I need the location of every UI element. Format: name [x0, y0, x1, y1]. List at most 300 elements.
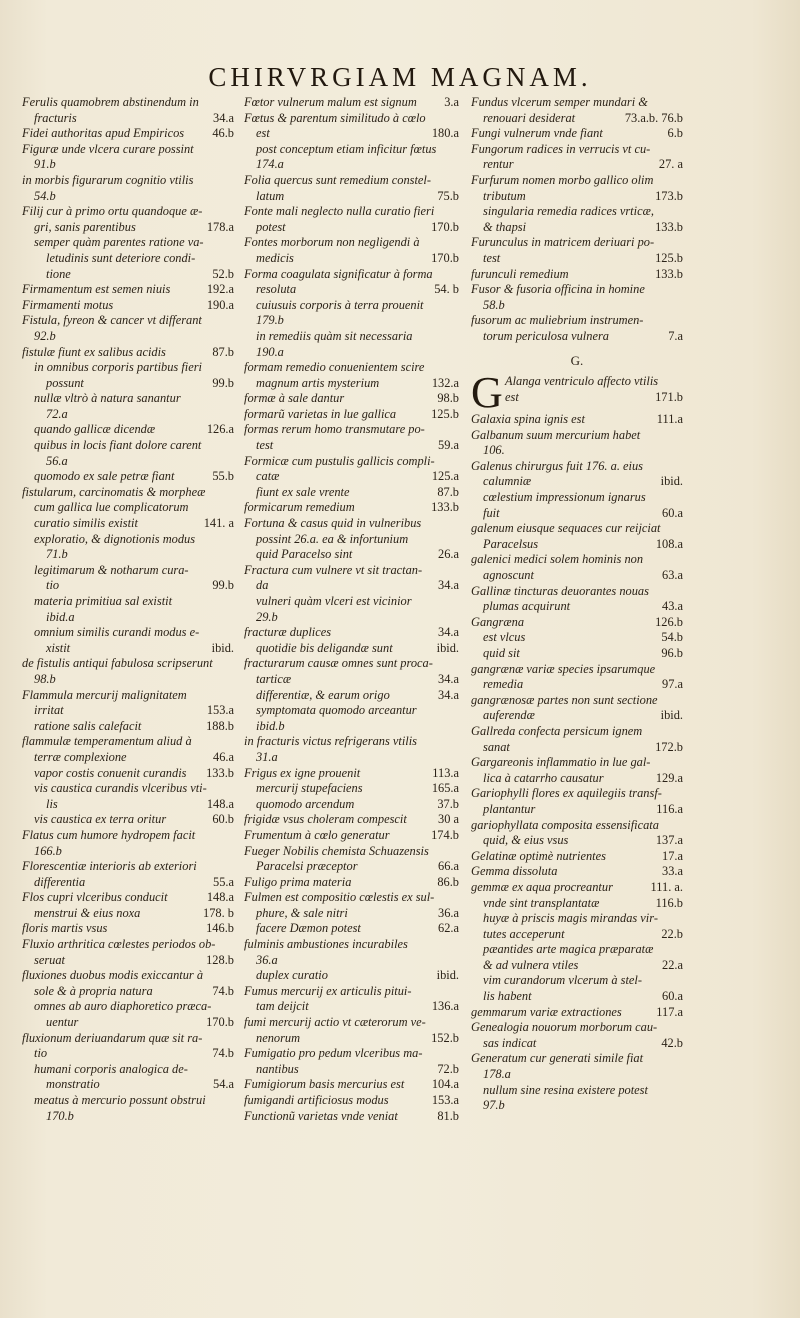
- index-entry-text: irritat: [34, 703, 64, 718]
- index-entry-page: 104.a: [431, 1077, 459, 1092]
- index-entry: [22, 220, 234, 236]
- index-entry-page: 96.b: [661, 646, 683, 660]
- index-entry-page: 74.b: [212, 983, 234, 998]
- index-entry-text: quomodo ex sale petræ fiant: [34, 469, 175, 484]
- index-entry: [22, 984, 234, 1000]
- index-entry-page: 34.a: [213, 110, 234, 125]
- index-entry: [22, 157, 234, 173]
- index-entry: [22, 797, 234, 813]
- index-entry: [244, 563, 459, 579]
- index-entry-page: 63.a: [662, 568, 683, 583]
- index-entry-text: Figuræ unde vlcera curare possint: [22, 141, 194, 156]
- index-entry: [471, 173, 683, 189]
- index-entry: [244, 298, 459, 314]
- index-entry-page: 174.b: [431, 827, 459, 842]
- index-entry-page: 133.b: [655, 219, 683, 234]
- index-entry-text: Furunculus in matricem deriuari po-: [471, 235, 655, 250]
- index-entry-page: 22.b: [661, 926, 683, 941]
- index-entry-text: possunt: [46, 375, 84, 390]
- index-entry-page: 97.a: [662, 677, 683, 692]
- index-entry-page: 153.a: [431, 1093, 459, 1107]
- index-entry-text: tio: [34, 1046, 48, 1061]
- index-entry-text: ibid.a: [46, 609, 75, 624]
- index-entry: [244, 547, 459, 563]
- index-entry: [22, 781, 234, 797]
- index-entry-text: tutes acceperunt: [483, 926, 565, 941]
- index-entry-text: fracturis: [34, 110, 77, 125]
- index-entry-text: seruat: [34, 952, 65, 967]
- index-entry-text: fusorum ac muliebrium instrumen-: [471, 313, 644, 328]
- index-entry-text: Gariophylli flores ex aquilegiis transf-: [471, 786, 662, 801]
- index-entry: [22, 1015, 234, 1031]
- index-entry: [244, 781, 459, 797]
- index-entry-text: Fumigiorum basis mercurius est: [244, 1077, 405, 1092]
- index-entry-page: 99.b: [212, 578, 234, 593]
- index-entry-text: vim curandorum vlcerum à stel-: [483, 973, 642, 988]
- index-entry: [244, 890, 459, 906]
- index-entry: [471, 189, 683, 205]
- index-entry: [22, 641, 234, 657]
- index-entry-text: quid, & eius vsus: [483, 833, 569, 848]
- index-entry: [244, 360, 459, 376]
- index-entry-page: 54. b: [434, 282, 459, 297]
- index-entry-text: fiunt ex sale vrente: [256, 484, 350, 499]
- index-entry-text: uentur: [46, 1015, 79, 1030]
- index-entry: [471, 235, 683, 251]
- index-entry-text: fracturæ duplices: [244, 625, 332, 640]
- index-entry-text: fluxiones duobus modis exiccantur à: [22, 968, 204, 983]
- index-entry: [22, 251, 234, 267]
- index-entry-text: pæantides arte magica præparatæ: [483, 942, 654, 957]
- index-entry-text: Gemma dissoluta: [471, 864, 558, 879]
- index-entry-text: fulminis ambustiones incurabiles: [244, 937, 408, 952]
- index-entry-text: Flos cupri vlceribus conducit: [22, 890, 168, 905]
- index-entry: [22, 844, 234, 860]
- index-entry: [22, 189, 234, 205]
- index-entry-page: 87.b: [212, 344, 234, 359]
- index-entry: [471, 662, 683, 678]
- index-entry: [244, 329, 459, 345]
- index-entry: [244, 422, 459, 438]
- index-entry: [22, 469, 234, 485]
- index-entry: [244, 142, 459, 158]
- index-entry-page: 116.b: [655, 895, 683, 910]
- index-entry: [244, 875, 459, 891]
- index-entry: [22, 703, 234, 719]
- index-entry-text: monstratio: [46, 1077, 100, 1092]
- index-entry-text: Fungorum radices in verrucis vt cu-: [471, 141, 651, 156]
- index-entry: [244, 594, 459, 610]
- index-entry: [244, 95, 459, 111]
- index-entry-text: 166.b: [34, 843, 62, 858]
- index-entry: [471, 615, 683, 631]
- index-entry-page: 190.a: [206, 297, 234, 312]
- index-entry-text: plumas acquirunt: [483, 599, 571, 614]
- index-entry-text: gemmæ ex aqua procreantur: [471, 879, 613, 894]
- index-entry-text: galenum eiusque sequaces cur reijciat: [471, 521, 661, 536]
- index-entry-text: potest: [256, 219, 286, 234]
- index-entry-text: resoluta: [256, 282, 297, 297]
- index-entry-text: & thapsi: [483, 219, 527, 234]
- index-entry-text: frigidæ vsus choleram compescit: [244, 812, 407, 827]
- index-entry: [244, 1062, 459, 1078]
- index-entry: [471, 568, 683, 584]
- index-entry: [244, 469, 459, 485]
- index-entry-text: catæ: [256, 469, 280, 484]
- index-entry-text: quomodo arcendum: [256, 796, 355, 811]
- index-entry: [471, 474, 683, 490]
- index-entry-text: differentiæ, & earum origo: [256, 687, 390, 702]
- index-entry-text: menstrui & eius noxa: [34, 905, 141, 920]
- index-entry: [244, 282, 459, 298]
- index-entry-text: formicarum remedium: [244, 500, 355, 515]
- index-entry-text: fracturarum causæ omnes sunt proca-: [244, 656, 433, 671]
- index-entry-page: 146.b: [206, 921, 234, 936]
- index-entry-text: Paracelsi præceptor: [256, 859, 358, 874]
- index-entry: [471, 126, 683, 142]
- index-entry: [22, 953, 234, 969]
- index-entry: [471, 111, 683, 127]
- index-entry: [471, 896, 683, 912]
- index-entry-text: symptomata quomodo arceantur: [256, 703, 417, 718]
- index-entry: [471, 313, 683, 329]
- index-entry-text: Fulmen est compositio cœlestis ex sul-: [244, 890, 435, 905]
- index-entry: [471, 443, 683, 459]
- index-entry-text: semper quàm parentes ratione va-: [34, 235, 204, 250]
- index-entry: [471, 880, 683, 896]
- index-entry-page: ibid.: [660, 474, 683, 489]
- dropcap-entry: [471, 368, 683, 418]
- dropcap-letter: G: [471, 368, 503, 418]
- index-entry: [244, 220, 459, 236]
- index-entry-text: mercurij stupefaciens: [256, 781, 363, 796]
- index-entry: [471, 506, 683, 522]
- index-entry-text: Genealogia nouorum morborum cau-: [471, 1020, 658, 1035]
- index-entry: [244, 828, 459, 844]
- index-entry: [244, 189, 459, 205]
- index-entry-text: est: [256, 126, 270, 141]
- index-entry: [22, 282, 234, 298]
- index-entry-text: quibus in locis fiant dolore carent: [34, 438, 202, 453]
- index-entry-text: nenorum: [256, 1030, 301, 1045]
- index-entry-text: Functionũ varietas vnde veniat: [244, 1108, 398, 1123]
- index-entry-page: 132.a: [431, 375, 459, 390]
- index-entry-page: 98.b: [437, 391, 459, 406]
- index-entry: [244, 734, 459, 750]
- index-entry-text: materia primitiua sal existit: [34, 594, 173, 608]
- index-entry: [244, 126, 459, 142]
- index-entry-page: 165.a: [431, 781, 459, 796]
- section-letter-g: G.: [570, 352, 584, 368]
- index-entry: [244, 921, 459, 937]
- index-entry: [22, 111, 234, 127]
- index-entry: [244, 500, 459, 516]
- index-entry-text: nullum sine resina existere potest: [483, 1082, 648, 1097]
- index-entry-text: quotidie bis deligandæ sunt: [256, 640, 393, 655]
- index-entry-text: Firmamenti motus: [22, 297, 114, 312]
- index-entry: [471, 973, 683, 989]
- index-entry-page: 133.b: [431, 500, 459, 515]
- index-entry-text: huyæ à priscis magis mirandas vir-: [483, 911, 658, 926]
- index-entry-page: 46.b: [212, 126, 234, 141]
- index-entry-text: Ferulis quamobrem abstinendum in: [22, 95, 199, 109]
- index-entry-text: legitimarum & notharum cura-: [34, 562, 189, 577]
- index-entry-text: latum: [256, 188, 285, 203]
- index-entry-page: 148.a: [206, 796, 234, 811]
- index-entry: [244, 157, 459, 173]
- index-entry: [244, 610, 459, 626]
- index-entry: [505, 374, 683, 390]
- index-entry: [22, 766, 234, 782]
- index-entry-text: Furfurum nomen morbo gallico olim: [471, 172, 654, 187]
- index-entry: [471, 864, 683, 880]
- index-entry: [22, 672, 234, 688]
- index-entry-text: ibid.b: [256, 718, 285, 733]
- index-entry: [471, 786, 683, 802]
- index-entry-page: 27. a: [658, 157, 683, 172]
- index-entry-text: Fidei authoritas apud Empiricos: [22, 126, 185, 141]
- index-entry-text: Fonte mali neglecto nulla curatio fieri: [244, 204, 435, 219]
- index-entry: [471, 599, 683, 615]
- index-entry: [471, 646, 683, 662]
- index-entry: [244, 766, 459, 782]
- index-entry-page: 172.b: [655, 739, 683, 754]
- index-entry-text: sanat: [483, 739, 510, 754]
- index-entry: [22, 890, 234, 906]
- index-entry-text: Fractura cum vulnere vt sit tractan-: [244, 562, 423, 577]
- index-entry-text: fuit: [483, 505, 500, 520]
- index-entry: [471, 1067, 683, 1083]
- index-entry-text: duplex curatio: [256, 968, 328, 983]
- index-entry-text: sole & à propria natura: [34, 983, 153, 998]
- index-entry-text: flammulæ temperamentum aliud à: [22, 734, 192, 749]
- index-entry-page: 133.b: [206, 765, 234, 780]
- index-entry-text: Gangræna: [471, 614, 525, 629]
- index-entry-text: letudinis sunt deteriore condi-: [46, 250, 196, 265]
- index-entry-text: Fœtor vulnerum malum est signum: [244, 95, 417, 109]
- index-entry-text: galenici medici solem hominis non: [471, 552, 644, 567]
- index-entry: [244, 485, 459, 501]
- index-entry: [244, 267, 459, 283]
- index-entry-text: floris martis vsus: [22, 921, 108, 936]
- index-entry-text: 56.a: [46, 453, 68, 468]
- index-entry-text: Gallinæ tincturas deuorantes nouas: [471, 583, 649, 598]
- index-entry-text: de fistulis antiqui fabulosa scripserunt: [22, 656, 213, 671]
- index-entry: [244, 578, 459, 594]
- index-entry-page: 60.b: [212, 812, 234, 827]
- index-entry-text: test: [483, 250, 501, 265]
- index-entry-page: 126.b: [655, 614, 683, 629]
- index-entry: [244, 1031, 459, 1047]
- index-entry: [471, 412, 683, 428]
- index-entry-text: 97.b: [483, 1098, 505, 1113]
- index-entry-text: Folia quercus sunt remedium constel-: [244, 172, 431, 187]
- index-entry-text: cum gallica lue complicatorum: [34, 500, 189, 515]
- index-entry: [244, 454, 459, 470]
- index-entry: [471, 927, 683, 943]
- index-entry: [22, 500, 234, 516]
- index-entry: [22, 267, 234, 283]
- index-entry: [22, 345, 234, 361]
- index-entry: [244, 812, 459, 828]
- index-entry-text: omnium similis curandi modus e-: [34, 625, 200, 640]
- index-entry-text: 31.a: [256, 749, 278, 764]
- index-entry-text: calumniæ: [483, 474, 532, 489]
- index-entry-text: fumi mercurij actio vt cæterorum ve-: [244, 1015, 426, 1030]
- index-entry: [22, 1031, 234, 1047]
- index-entry: [244, 1109, 459, 1125]
- index-entry-text: facere Dæmon potest: [256, 921, 361, 936]
- index-entry-page: 59.a: [438, 438, 459, 453]
- index-entry-text: 91.b: [34, 157, 56, 172]
- index-entry-text: vulneri quàm vlceri est vicinior: [256, 594, 412, 608]
- index-entry: [244, 1093, 459, 1109]
- index-entry: [22, 656, 234, 672]
- index-entry: [244, 719, 459, 735]
- index-entry-text: Galbanum suum mercurium habet: [471, 427, 641, 442]
- index-column-2: [244, 95, 459, 1305]
- index-entry: [471, 1020, 683, 1036]
- index-entry-text: auferendæ: [483, 708, 535, 723]
- index-entry-text: gri, sanis parentibus: [34, 219, 136, 234]
- index-entry-text: post conceptum etiam inficitur fœtus: [256, 141, 437, 156]
- index-entry: [244, 641, 459, 657]
- index-entry-text: in morbis figurarum cognitio vtilis: [22, 172, 194, 187]
- index-entry-page: 137.a: [655, 833, 683, 848]
- index-entry-text: Gargareonis inflammatio in lue gal-: [471, 755, 651, 770]
- index-entry: [22, 578, 234, 594]
- index-entry: [471, 849, 683, 865]
- index-entry-text: humani corporis analogica de-: [34, 1061, 188, 1076]
- index-entry-text: 170.b: [46, 1108, 74, 1123]
- index-entry: [471, 220, 683, 236]
- index-entry-page: 99.b: [212, 375, 234, 390]
- index-entry-page: 75.b: [437, 188, 459, 203]
- index-entry: [244, 750, 459, 766]
- index-entry-text: Fundus vlcerum semper mundari &: [471, 95, 648, 109]
- index-entry: [244, 313, 459, 329]
- index-entry-page: 170.b: [431, 219, 459, 234]
- index-entry-text: formam remedio conuenientem scire: [244, 360, 425, 375]
- index-entry: [22, 921, 234, 937]
- index-entry: [22, 204, 234, 220]
- index-column-1: [22, 95, 234, 1305]
- index-entry-page: 52.b: [212, 266, 234, 281]
- index-entry: [244, 625, 459, 641]
- index-entry-text: fistularum, carcinomatis & morpheæ: [22, 484, 206, 499]
- index-entry-page: 180.a: [431, 126, 459, 141]
- index-entry-page: 22.a: [662, 957, 683, 972]
- index-entry: [471, 1036, 683, 1052]
- index-entry-text: furunculi remedium: [471, 266, 569, 281]
- index-entry: [244, 968, 459, 984]
- index-entry: [244, 1077, 459, 1093]
- running-head: CHIRVRGIAM MAGNAM.: [208, 62, 592, 92]
- index-entry-text: lis habent: [483, 989, 532, 1004]
- index-entry-text: 190.a: [256, 344, 284, 359]
- index-entry: [22, 173, 234, 189]
- index-entry-page: 74.b: [212, 1046, 234, 1061]
- index-entry-text: gangrænosæ partes non sunt sectione: [471, 692, 658, 707]
- index-entry: [22, 594, 234, 610]
- index-entry-page: 55.b: [212, 469, 234, 484]
- index-entry-page: 6.b: [667, 126, 683, 141]
- index-entry-page: 42.b: [661, 1035, 683, 1050]
- index-entry-text: Firmamentum est semen niuis: [22, 282, 171, 297]
- index-entry: [471, 552, 683, 568]
- index-entry-text: 58.b: [483, 297, 505, 312]
- index-entry: [22, 516, 234, 532]
- index-entry-text: tarticæ: [256, 671, 292, 686]
- index-entry-page: 62.a: [438, 921, 459, 936]
- index-entry-text: Fluxio arthritica cœlestes periodos ob-: [22, 937, 216, 952]
- index-entry: [22, 235, 234, 251]
- index-entry: [471, 1005, 683, 1021]
- index-entry-text: 106.: [483, 443, 505, 458]
- index-entry: [505, 390, 683, 406]
- index-entry: [244, 906, 459, 922]
- index-entry-page: 55.a: [213, 874, 234, 889]
- index-entry: [22, 532, 234, 548]
- index-entry: [22, 610, 234, 626]
- index-entry-text: Flammula mercurij malignitatem: [22, 687, 187, 702]
- index-entry: [471, 1051, 683, 1067]
- index-entry-text: formarũ varietas in lue gallica: [244, 406, 397, 421]
- index-entry-page: 125.b: [431, 406, 459, 421]
- index-entry-text: terræ complexione: [34, 749, 127, 764]
- index-entry-page: ibid.: [211, 640, 234, 655]
- index-entry: [22, 376, 234, 392]
- index-entry-page: 86.b: [437, 874, 459, 889]
- index-entry-page: 43.a: [662, 599, 683, 614]
- index-entry-page: 46.a: [213, 749, 234, 764]
- index-entry-page: 153.a: [206, 703, 234, 718]
- index-entry: [244, 376, 459, 392]
- index-entry-text: Fortuna & casus quid in vulneribus: [244, 516, 422, 531]
- index-entry: [22, 407, 234, 423]
- index-entry: [471, 282, 683, 298]
- index-entry-page: 54.b: [661, 630, 683, 645]
- index-entry-text: in remediis quàm sit necessaria: [256, 328, 413, 343]
- index-entry: [471, 521, 683, 537]
- index-entry-text: Fusor & fusoria officina in homine: [471, 282, 645, 297]
- index-entry-text: rentur: [483, 157, 514, 172]
- index-entry-text: formas rerum homo transmutare po-: [244, 422, 425, 437]
- index-entry-text: Fungi vulnerum vnde fiant: [471, 126, 603, 141]
- index-entry: [244, 999, 459, 1015]
- index-entry: [22, 142, 234, 158]
- index-entry-text: & ad vulnera vtiles: [483, 957, 579, 972]
- index-entry-text: da: [256, 578, 269, 593]
- index-entry-page: 30 a: [438, 812, 459, 827]
- index-entry: [471, 724, 683, 740]
- index-entry-text: Florescentiæ interioris ab exteriori: [22, 859, 197, 874]
- index-entry-page: 34.a: [438, 578, 459, 593]
- index-entry: [22, 391, 234, 407]
- index-entry: [22, 95, 234, 111]
- index-entry-text: Filij cur à primo ortu quandoque æ-: [22, 204, 203, 219]
- index-entry-text: vnde sint transplantatæ: [483, 895, 600, 910]
- index-entry-page: ibid.: [660, 708, 683, 723]
- index-entry-text: curatio similis existit: [34, 516, 138, 531]
- index-column-3: [471, 95, 683, 1305]
- index-entry: [244, 516, 459, 532]
- index-entry-text: omnes ab auro diaphoretico præca-: [34, 999, 212, 1014]
- index-entry-page: 108.a: [655, 536, 683, 551]
- index-entry-text: fumigandi artificiosus modus: [244, 1093, 389, 1107]
- index-entry: [244, 672, 459, 688]
- index-entry: [22, 329, 234, 345]
